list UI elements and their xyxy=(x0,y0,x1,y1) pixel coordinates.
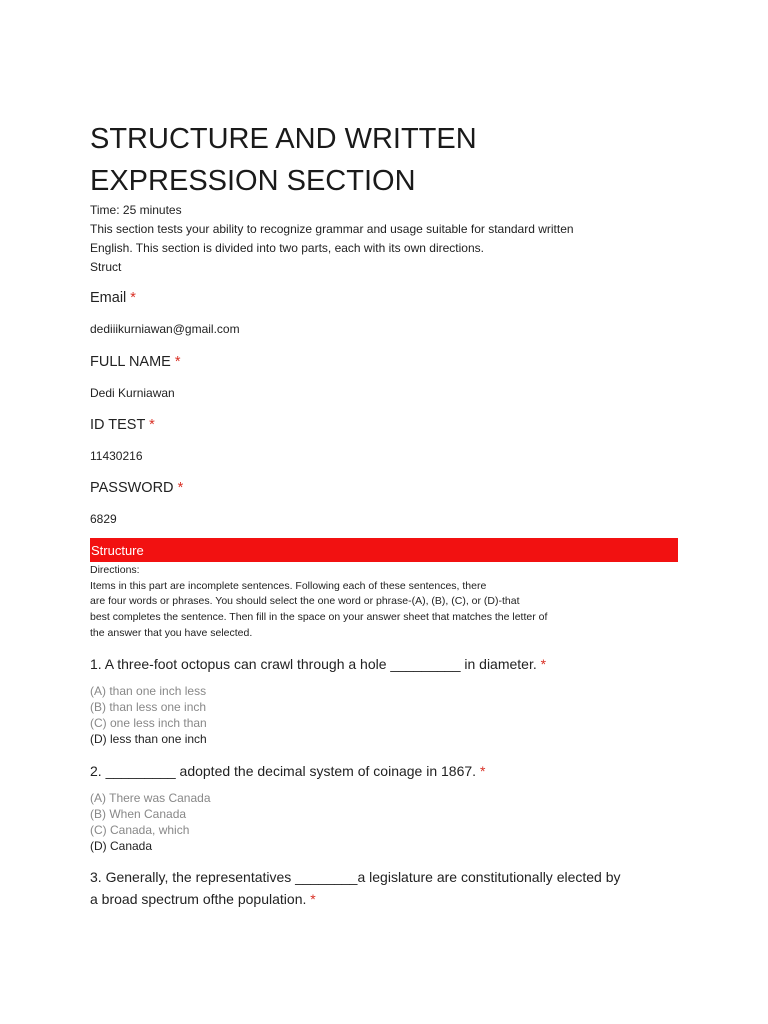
id-test-label-text: ID TEST xyxy=(90,417,146,433)
description-line-2: English. This section is divided into two parts, each with its own directions. xyxy=(90,241,484,255)
password-field[interactable]: 6829 xyxy=(90,512,117,526)
q2-option-d[interactable]: (D) Canada xyxy=(90,839,153,853)
question-3-text-line-2 xyxy=(90,888,690,910)
q1-option-d[interactable]: (D) less than one inch xyxy=(90,732,207,746)
q1-option-c[interactable]: (C) one less inch than xyxy=(90,716,207,730)
required-asterisk: * xyxy=(310,891,316,907)
page-title xyxy=(90,118,690,202)
id-test-label xyxy=(90,417,155,433)
q2-option-b[interactable]: (B) When Canada xyxy=(90,807,187,821)
full-name-field[interactable]: Dedi Kurniawan xyxy=(90,386,175,400)
question-1 xyxy=(90,653,690,675)
time-limit: Time: 25 minutes xyxy=(90,203,182,217)
required-asterisk: * xyxy=(479,763,486,779)
question-3-text-line-1: 3. Generally, the representatives ________a legislature are constitutionally elected by xyxy=(90,869,621,885)
directions-line-3: best completes the sentence. Then fill in the space on your answer sheet that matches the letter of xyxy=(90,611,548,624)
question-1-options xyxy=(90,683,207,747)
email-label xyxy=(90,290,136,306)
required-asterisk: * xyxy=(177,480,184,496)
q2-option-c[interactable]: (C) Canada, which xyxy=(90,823,190,837)
email-field[interactable]: dediiikurniawan@gmail.com xyxy=(90,322,240,336)
q2-option-a[interactable]: (A) There was Canada xyxy=(90,791,211,805)
question-2-options xyxy=(90,790,211,854)
section-description xyxy=(90,201,690,277)
password-label-text: PASSWORD xyxy=(90,480,174,496)
question-2-text: 2. _________ adopted the decimal system of coinage in 1867. xyxy=(90,763,477,779)
full-name-label xyxy=(90,354,181,370)
required-asterisk: * xyxy=(540,656,547,672)
directions-line-2: are four words or phrases. You should select the one word or phrase-(A), (B), (C), or (D)-that xyxy=(90,595,520,608)
question-2 xyxy=(90,760,690,782)
description-line-3: Struct xyxy=(90,260,122,274)
description-line-1: This section tests your ability to recognize grammar and usage suitable for standard written xyxy=(90,222,574,236)
title-line-1: STRUCTURE AND WRITTEN xyxy=(90,123,477,155)
id-test-field[interactable]: 11430216 xyxy=(90,449,143,463)
section-directions xyxy=(90,563,690,642)
title-line-2: EXPRESSION SECTION xyxy=(90,165,416,197)
q1-option-a[interactable]: (A) than one inch less xyxy=(90,684,207,698)
email-label-text: Email xyxy=(90,290,127,306)
password-label xyxy=(90,480,183,496)
question-3-text-line-2-text: a broad spectrum ofthe population. xyxy=(90,891,307,907)
directions-label: Directions: xyxy=(90,564,140,576)
directions-line-1: Items in this part are incomplete sentences. Following each of these sentences, there xyxy=(90,579,487,592)
required-asterisk: * xyxy=(174,354,181,370)
section-header-structure: Structure xyxy=(90,538,678,562)
directions-line-4: the answer that you have selected. xyxy=(90,626,253,639)
question-3 xyxy=(90,866,690,910)
question-1-text: 1. A three-foot octopus can crawl through a hole _________ in diameter. xyxy=(90,656,537,672)
required-asterisk: * xyxy=(130,290,136,306)
full-name-label-text: FULL NAME xyxy=(90,354,171,370)
q1-option-b[interactable]: (B) than less one inch xyxy=(90,700,207,714)
required-asterisk: * xyxy=(149,417,155,433)
